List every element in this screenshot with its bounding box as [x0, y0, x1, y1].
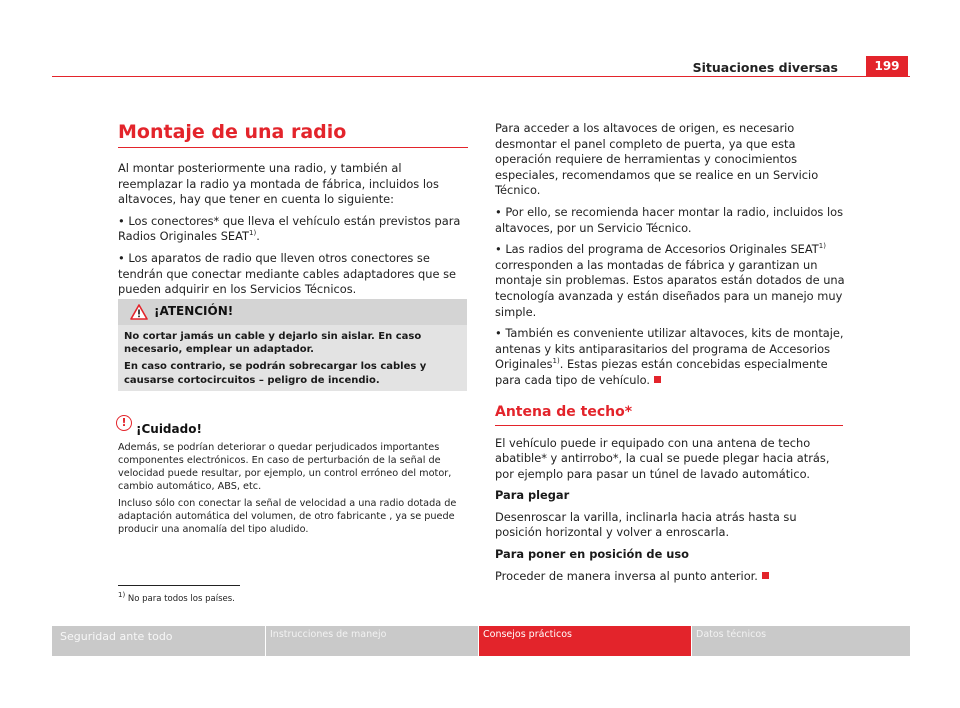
caution-paragraph-1: Además, se podrían deteriorar o quedar perjudicados importantes componentes electrónicos. En caso de perturbación de la señal de velocidad puede resultar, por ejemplo, un control erróneo del motor, cambio automático, ABS, etc. [118, 442, 452, 492]
bullet-connectors-end: . [256, 229, 260, 244]
warning-title: ¡ATENCIÓN! [154, 304, 234, 318]
page-heading: Montaje de una radio [118, 121, 347, 143]
warning-header [118, 299, 467, 325]
footnote-ref: 1) [818, 242, 826, 251]
bullet-original-radios-end: corresponden a las montadas de fábrica y garantizan un montaje sin problemas. Estos aparatos están dotados de una tecnología avanzada y están diseñados para un manejo muy simple. [495, 257, 845, 319]
caution-section [118, 415, 468, 540]
bullet-accessories [495, 326, 845, 388]
end-of-section-marker [762, 572, 769, 579]
footnote-text: No para todos los países. [125, 594, 235, 604]
bullet-original-radios [495, 242, 845, 320]
footnote [118, 591, 235, 604]
bullet-accessories-text: • También es conveniente utilizar altavoces, kits de montaje, antenas y kits antiparasitarios del programa de Accesorios Originales [495, 326, 844, 372]
caution-title: ¡Cuidado! [136, 422, 202, 436]
heading-rule [118, 147, 468, 148]
section-title: Situaciones diversas [692, 60, 838, 75]
caution-header [118, 415, 468, 437]
footnote-ref: 1) [552, 357, 560, 366]
chapter-tabs [52, 626, 910, 656]
warning-paragraph-2: En caso contrario, se podrán sobrecargar los cables y causarse cortocircuitos – peligro de incendio. [124, 361, 427, 386]
footnote-ref: 1) [249, 229, 257, 238]
warning-box [118, 299, 467, 391]
antenna-heading: Antena de techo* [495, 403, 633, 420]
footnote-mark: 1) [118, 591, 126, 600]
exclamation-circle-icon: ! [116, 415, 132, 431]
intro-paragraph: Al montar posteriormente una radio, y también al reemplazar la radio ya montada de fábrica, incluidos los altavoces, hay que tener en cuenta lo siguiente: [118, 161, 439, 207]
warning-triangle-icon [130, 304, 148, 320]
tab-seguridad[interactable]: Seguridad ante todo [52, 626, 265, 656]
tab-datos[interactable]: Datos técnicos [691, 626, 910, 656]
bullet-connectors-text: • Los conectores* que lleva el vehículo están previstos para Radios Originales SEAT [118, 213, 461, 244]
left-column [118, 120, 468, 304]
header-rule [52, 76, 910, 77]
left-body [118, 161, 468, 298]
footnote-rule [118, 585, 240, 586]
bullet-adapters: • Los aparatos de radio que lleven otros conectores se tendrán que conectar mediante cables adaptadores que se pueden adquirir en los Servicios Técnicos. [118, 250, 457, 297]
bullet-accessories-end: . Estas piezas están concebidas especialmente para cada tipo de vehículo. [495, 357, 828, 387]
use-position-paragraph [495, 569, 845, 585]
caution-paragraph-2: Incluso sólo con conectar la señal de velocidad a una radio dotada de adaptación automática del volumen, de otro fabricante , ya se puede producir una anomalía del tipo aludido. [118, 498, 457, 535]
bullet-service: • Por ello, se recomienda hacer montar la radio, incluidos los altavoces, por un Servicio Técnico. [495, 204, 844, 235]
bullet-original-radios-text: • Las radios del programa de Accesorios Originales SEAT [495, 242, 819, 257]
use-position-subheading: Para poner en posición de uso [495, 547, 689, 562]
speakers-paragraph: Para acceder a los altavoces de origen, es necesario desmontar el panel completo de puerta, ya que esta operación requiere de herramientas y conocimientos especiales, recomendamos que se realice en un Servicio Técnico. [495, 121, 819, 198]
end-of-section-marker [654, 376, 661, 383]
antenna-section [495, 403, 845, 585]
use-position-text: Proceder de manera inversa al punto anterior. [495, 568, 758, 583]
bullet-connectors [118, 214, 468, 245]
warning-paragraph-1: No cortar jamás un cable y dejarlo sin aislar. En caso necesario, emplear un adaptador. [124, 331, 422, 356]
warning-body [118, 325, 467, 387]
page-number: 199 [866, 56, 908, 77]
tab-instrucciones[interactable]: Instrucciones de manejo [265, 626, 478, 656]
right-column [495, 121, 845, 590]
fold-paragraph: Desenroscar la varilla, inclinarla hacia atrás hasta su posición horizontal y volver a enroscarla. [495, 509, 797, 540]
caution-body [118, 441, 468, 536]
antenna-heading-rule [495, 425, 843, 426]
tab-consejos[interactable]: Consejos prácticos [478, 626, 691, 656]
antenna-paragraph: El vehículo puede ir equipado con una antena de techo abatible* y antirrobo*, la cual se puede plegar hacia atrás, por ejemplo para pasar un túnel de lavado automático. [495, 435, 830, 481]
fold-subheading: Para plegar [495, 488, 570, 503]
